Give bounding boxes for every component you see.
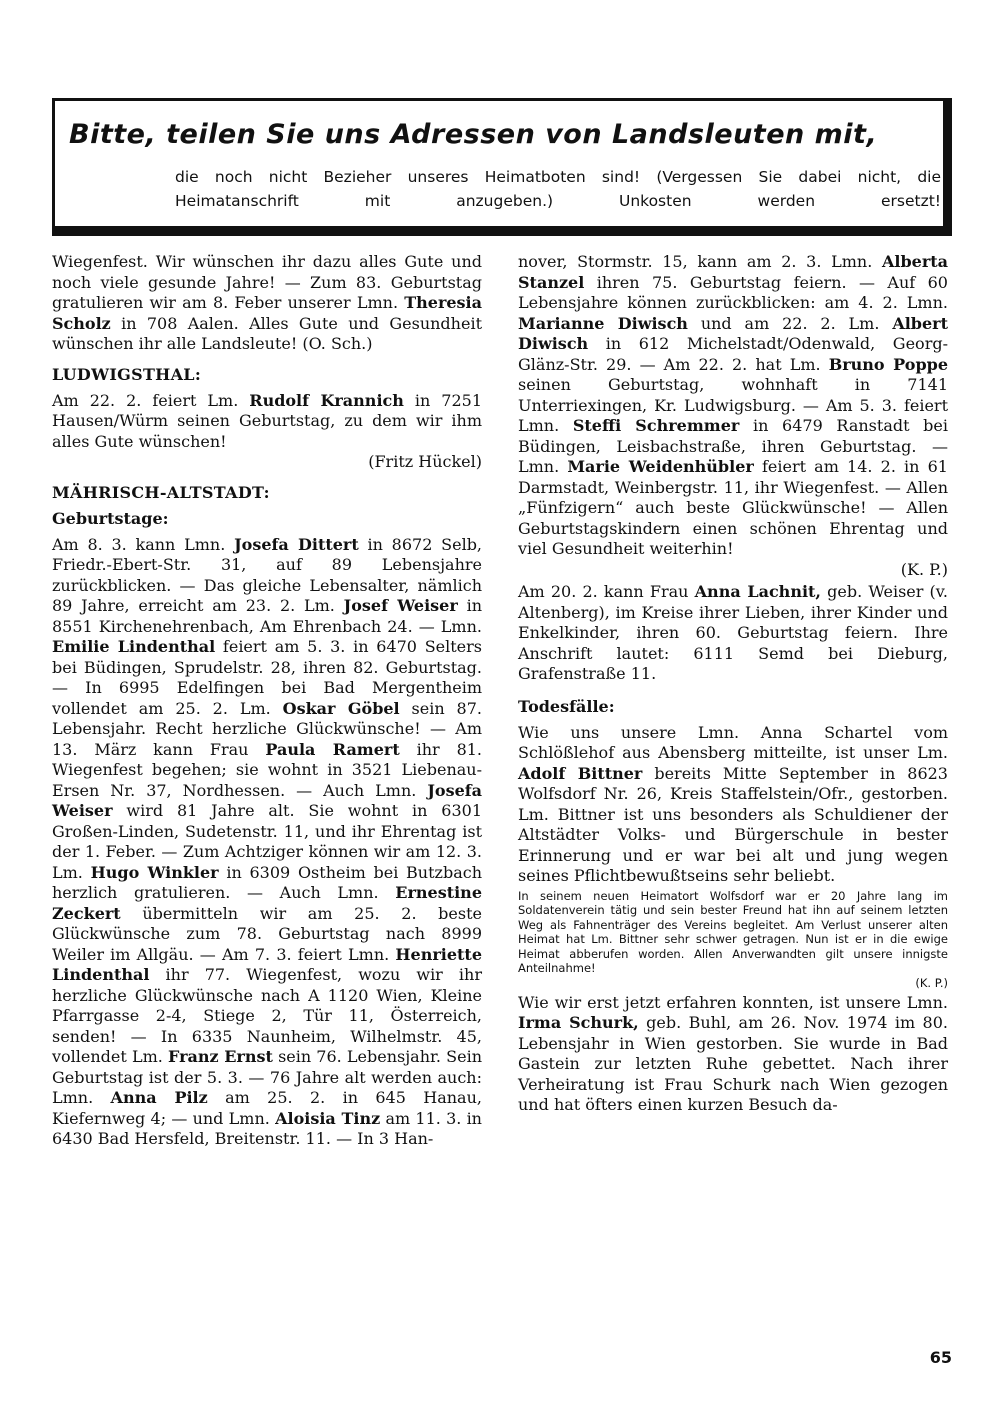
- person-name: Hugo Winkler: [90, 862, 219, 882]
- text-segment: Am 22. 2. feiert Lm.: [52, 390, 239, 410]
- subheading-geburtstage: Geburtstage:: [52, 508, 169, 528]
- text-segment: geb. Weiser (v. Altenberg), im Kreise ihrer Lieben, ihrer Kinder und Enkelkinder, ihren 60. Geburtstag feiern. Ihre Anschrift lautet: 6111 Semd bei Dieburg, Grafenstraße 11.: [518, 582, 949, 683]
- text-segment: in 708 Aalen. Alles Gute und Gesundheit wünschen ihr alle Landsleute! (O. Sch.): [52, 313, 482, 353]
- section-heading-maehrisch-altstadt: MÄHRISCH-ALTSTADT:: [52, 482, 270, 502]
- person-name: Albert Diwisch: [518, 313, 948, 353]
- person-name: Aloisia Tinz: [275, 1108, 381, 1128]
- person-name: Irma Schurk,: [518, 1013, 639, 1033]
- person-name: Oskar Göbel: [282, 698, 400, 718]
- text-segment: in 6479 Ranstadt bei Büdingen, Leisbachstraße, ihren Geburtstag. — Lmn.: [518, 416, 949, 476]
- person-name: Steffi Schremmer: [572, 416, 740, 435]
- paragraph-birthdays-continued: [518, 252, 948, 580]
- paragraph-ludwigsthal: [52, 391, 482, 473]
- notice-box: [52, 98, 952, 228]
- paragraph-anna-lachnit: [518, 582, 948, 685]
- person-name: Alberta Stanzel: [518, 252, 948, 292]
- paragraph-intro: [52, 252, 482, 355]
- text-segment: geb. Buhl, am 26. Nov. 1974 im 80. Lebensjahr in Wien gestorben. Sie wurde in Bad Gastein zur letzten Ruhe gebettet. Nach ihrer Verheiratung ist Frau Schurk nach Wien gezogen und hat öfters einen kurzen Besuch da-: [518, 1013, 948, 1115]
- person-name: Ernestine Zeckert: [52, 883, 482, 923]
- person-name: Josefa Weiser: [52, 780, 483, 820]
- notice-text: die noch nicht Bezieher unseres Heimatboten sind! (Vergessen Sie dabei nicht, die Heimatanschrift mit anzugeben.) Unkosten werden ersetzt!: [175, 168, 941, 210]
- text-segment: übermitteln wir am 25. 2. beste Glückwünsche zum 78. Geburtstag nach 8999 Weiler im Allgäu. — Am 7. 3. feiert Lmn.: [52, 903, 482, 964]
- text-segment: wird 81 Jahre alt. Sie wohnt in 6301 Großen-Linden, Sudetenstr. 11, und ihr Ehrentag ist der 1. Feber. — Zum Achtziger können wir am 12. 3. Lm.: [52, 801, 483, 882]
- text-segment: und am 22. 2. Lm.: [700, 313, 880, 333]
- paragraph-geburtstage: [52, 535, 482, 1150]
- text-segment: am 11. 3. in 6430 Bad Hersfeld, Breitenstr. 11. — In 3 Han-: [52, 1108, 482, 1148]
- text-segment: nover, Stormstr. 15, kann am 2. 3. Lmn.: [518, 252, 873, 271]
- paragraph-irma-schurk: [518, 993, 948, 1116]
- person-name: Adolf Bittner: [518, 763, 643, 783]
- text-segment: Am 20. 2. kann Frau: [518, 582, 689, 601]
- text-segment: ihren 75. Geburtstag feiern. — Auf 60 Lebensjahre können zurückblicken: am 4. 2. Lmn.: [518, 272, 948, 312]
- text-segment: am 25. 2. in 645 Hanau, Kiefernweg 4; — und Lmn.: [52, 1088, 482, 1128]
- subheading-todesfaelle: Todesfälle:: [518, 696, 615, 716]
- person-name: Rudolf Krannich: [249, 390, 404, 410]
- page-number: 65: [929, 1348, 952, 1367]
- signature: (K. P.): [900, 559, 948, 579]
- person-name: Bruno Poppe: [828, 354, 948, 374]
- person-name: Anna Lachnit,: [694, 582, 821, 601]
- person-name: Josef Weiser: [343, 596, 458, 615]
- person-name: Anna Pilz: [110, 1088, 208, 1107]
- person-name: Marianne Diwisch: [518, 313, 688, 333]
- person-name: Marie Weidenhübler: [567, 457, 754, 476]
- signature: (Fritz Hückel): [368, 452, 482, 471]
- text-segment: ihr 77. Wiegenfest, wozu wir ihr herzliche Glückwünsche nach A 1120 Wien, Kleine Pfarrgasse 2-4, Stiege 2, Tür 11, Österreich, senden! — In 6335 Naunheim, Wilhelmstr. 45, vollendet Lm.: [52, 965, 482, 1066]
- text-segment: Wiegenfest. Wir wünschen ihr dazu alles Gute und noch viele gesunde Jahre! — Zum 83. Geburtstag gratulieren wir am 8. Feber unserer Lmn.: [52, 252, 482, 312]
- text-segment: in 8672 Selb, Friedr.-Ebert-Str. 31, auf 89 Lebensjahre zurückblicken. — Das gleiche Lebensalter, nämlich 89 Jahre, erreicht am 23. 2. Lm.: [52, 534, 483, 615]
- person-name: Emilie Lindenthal: [52, 637, 216, 656]
- text-segment: sein 87. Lebensjahr. Recht herzliche Glückwünsche! — Am 13. März kann Frau: [52, 698, 482, 759]
- text-segment: feiert am 14. 2. in 61 Darmstadt, Weinbergstr. 11, ihr Wiegenfest. — Allen „Fünfzigern“ auch beste Glückwünsche! — Allen Geburtstagskindern einen schönen Ehrentag und viel Gesundheit weiterhin!: [518, 457, 948, 558]
- text-segment: In seinem neuen Heimatort Wolfsdorf war er 20 Jahre lang im Soldatenverein tätig und sein bester Freund hat ihn auf seinem letzten Weg als Fahnenträger des Vereins begleitet. Am Verlust unserer alten Heimat hat Lm. Bittner sehr schwer getragen. Nun ist er in die ewige Heimat abberufen worden. Allen Anverwandten gilt unsere innigste Anteilnahme!: [518, 888, 948, 976]
- notice-box-bottom-rule: [52, 226, 952, 236]
- paragraph-adolf-bittner: [518, 723, 948, 887]
- person-name: Josefa Dittert: [234, 534, 359, 554]
- text-segment: Wie uns unsere Lmn. Anna Schartel vom Schlößlehof aus Abensberg mitteilte, ist unser Lm.: [518, 722, 948, 762]
- text-segment: Am 8. 3. kann Lmn.: [52, 534, 226, 554]
- right-column: [518, 252, 948, 1116]
- person-name: Paula Ramert: [265, 739, 400, 759]
- signature: (K. P.): [915, 976, 948, 991]
- text-segment: in 6309 Ostheim bei Butzbach herzlich gratulieren. — Auch Lmn.: [52, 862, 483, 902]
- paragraph-small-print: [518, 889, 948, 991]
- text-segment: Wie wir erst jetzt erfahren konnten, ist unsere Lmn.: [518, 992, 948, 1012]
- text-segment: in 612 Michelstadt/Odenwald, Georg-Glänz-Str. 29. — Am 22. 2. hat Lm.: [518, 334, 948, 374]
- text-segment: bereits Mitte September in 8623 Wolfsdorf Nr. 26, Kreis Staffelstein/Ofr., gestorben. Lm. Bittner ist uns besonders als Schuldiener der Altstädter Volks- und Bürgerschule in bester Erinnerung und er war bei alt und jung wegen seines Pflichtbewußtseins sehr beliebt.: [518, 763, 948, 885]
- notice-title: Bitte, teilen Sie uns Adressen von Landsleuten mit,: [69, 119, 878, 150]
- person-name: Franz Ernst: [168, 1047, 273, 1066]
- left-column: [52, 252, 482, 1150]
- text-segment: in 8551 Kirchenehrenbach, Am Ehrenbach 24. — Lmn.: [52, 596, 483, 636]
- text-segment: seinen Geburtstag, wohnhaft in 7141 Unterriexingen, Kr. Ludwigsburg. — Am 5. 3. feiert Lmn.: [518, 375, 948, 435]
- text-segment: ihr 81. Wiegenfest begehen; sie wohnt in 3521 Liebenau-Ersen Nr. 37, Nordhessen. — Auch Lmn.: [52, 739, 483, 800]
- person-name: Henriette Lindenthal: [52, 944, 482, 984]
- text-segment: feiert am 5. 3. in 6470 Selters bei Büdingen, Sprudelstr. 28, ihren 82. Geburtstag. — In 6995 Edelfingen bei Bad Mergentheim vollendet am 25. 2. Lm.: [52, 637, 482, 718]
- person-name: Theresia Scholz: [52, 293, 482, 333]
- text-segment: sein 76. Lebensjahr. Sein Geburtstag ist der 5. 3. — 76 Jahre alt werden auch: Lmn.: [52, 1047, 483, 1107]
- text-segment: in 7251 Hausen/Würm seinen Geburtstag, zu dem wir ihm alles Gute wünschen!: [52, 390, 483, 451]
- section-heading-ludwigsthal: LUDWIGSTHAL:: [52, 364, 202, 384]
